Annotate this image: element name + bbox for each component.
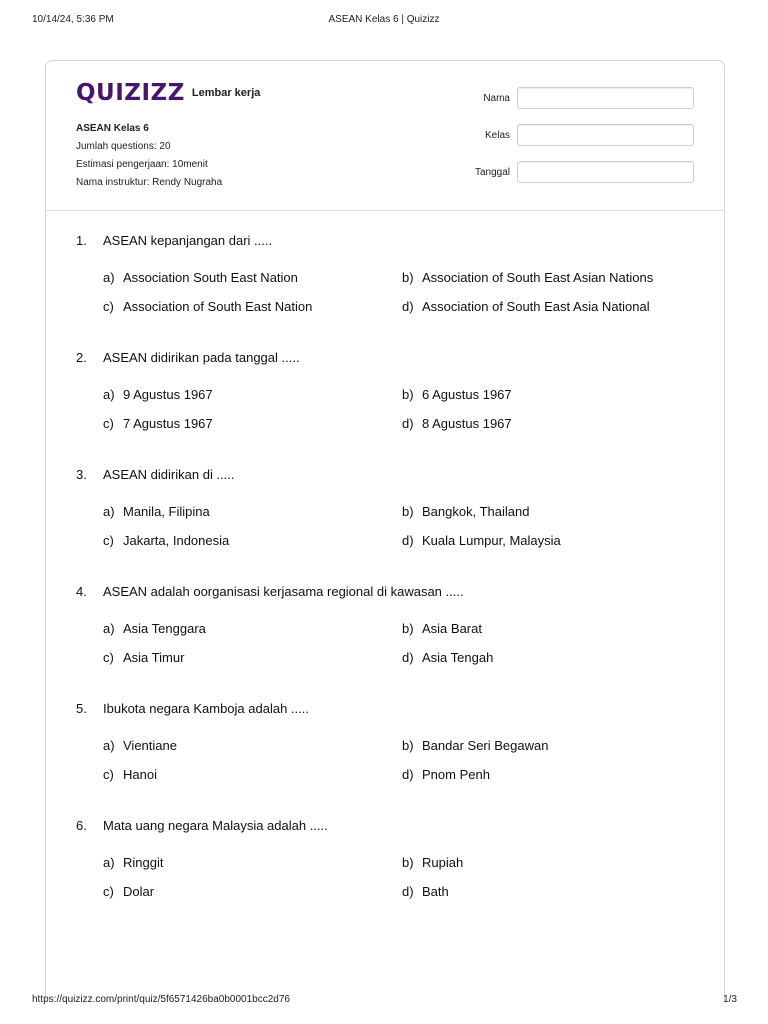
question-3 — [46, 467, 724, 584]
tanggal-input[interactable] — [517, 161, 694, 183]
question-list — [46, 233, 724, 935]
option-c: c) 7 Agustus 1967 — [103, 416, 213, 431]
field-label: Kelas — [484, 130, 510, 141]
option-b: b) Bangkok, Thailand — [402, 504, 530, 519]
field-tanggal — [446, 161, 696, 198]
option-a: a) 9 Agustus 1967 — [103, 387, 213, 402]
option-a: a) Asia Tenggara — [103, 621, 206, 636]
option-b: b) Bandar Seri Begawan — [402, 738, 549, 753]
question-2 — [46, 350, 724, 467]
quizizz-logo — [76, 80, 260, 106]
option-b: b) Association of South East Asian Nations — [402, 270, 654, 285]
question-text: ASEAN didirikan di ..... — [103, 467, 235, 482]
option-d: d) Bath — [402, 884, 449, 899]
worksheet-label: Lembar kerja — [191, 87, 261, 99]
option-d: d) Kuala Lumpur, Malaysia — [402, 533, 561, 548]
option-c: c) Hanoi — [103, 767, 157, 782]
question-text: ASEAN didirikan pada tanggal ..... — [103, 350, 300, 365]
option-d: d) 8 Agustus 1967 — [402, 416, 512, 431]
nama-input[interactable] — [517, 87, 694, 109]
logo-wordmark: QUIZIZZ — [76, 80, 185, 106]
question-number: 1. — [76, 233, 87, 248]
question-number: 6. — [76, 818, 87, 833]
option-d: d) Pnom Penh — [402, 767, 490, 782]
question-number: 5. — [76, 701, 87, 716]
question-number: 4. — [76, 584, 87, 599]
option-c: c) Dolar — [103, 884, 155, 899]
field-label: Tanggal — [474, 167, 510, 178]
worksheet-card — [45, 60, 725, 1001]
kelas-input[interactable] — [517, 124, 694, 146]
quiz-meta — [76, 120, 222, 192]
option-a: a) Ringgit — [103, 855, 164, 870]
question-text: Ibukota negara Kamboja adalah ..... — [103, 701, 309, 716]
question-text: Mata uang negara Malaysia adalah ..... — [103, 818, 328, 833]
option-b: b) Asia Barat — [402, 621, 482, 636]
page-number: 1/3 — [723, 994, 737, 1005]
print-date: 10/14/24, 5:36 PM — [32, 14, 114, 25]
question-text: ASEAN kepanjangan dari ..... — [103, 233, 273, 248]
option-a: a) Manila, Filipina — [103, 504, 210, 519]
instructor-name: Nama instruktur: Rendy Nugraha — [76, 177, 223, 188]
option-c: c) Association of South East Nation — [103, 299, 313, 314]
option-c: c) Jakarta, Indonesia — [103, 533, 230, 548]
option-d: d) Association of South East Asia National — [402, 299, 650, 314]
field-nama — [446, 87, 696, 124]
option-c: c) Asia Timur — [103, 650, 185, 665]
option-b: b) 6 Agustus 1967 — [402, 387, 512, 402]
option-a: a) Vientiane — [103, 738, 177, 753]
print-title: ASEAN Kelas 6 | Quizizz — [328, 14, 440, 25]
question-1 — [46, 233, 724, 350]
question-count: Jumlah questions: 20 — [76, 141, 171, 152]
quiz-title: ASEAN Kelas 6 — [76, 123, 149, 134]
option-d: d) Asia Tengah — [402, 650, 494, 665]
student-fields — [446, 87, 696, 198]
question-5 — [46, 701, 724, 818]
time-estimate: Estimasi pengerjaan: 10menit — [76, 159, 208, 170]
question-4 — [46, 584, 724, 701]
question-number: 2. — [76, 350, 87, 365]
option-a: a) Association South East Nation — [103, 270, 298, 285]
question-text: ASEAN adalah oorganisasi kerjasama regional di kawasan ..... — [103, 584, 464, 599]
print-url[interactable]: https://quizizz.com/print/quiz/5f6571426ba0b0001bcc2d76 — [32, 994, 290, 1005]
worksheet-header — [46, 61, 724, 211]
option-b: b) Rupiah — [402, 855, 464, 870]
question-number: 3. — [76, 467, 87, 482]
question-6 — [46, 818, 724, 935]
field-kelas — [446, 124, 696, 161]
field-label: Nama — [483, 93, 510, 104]
